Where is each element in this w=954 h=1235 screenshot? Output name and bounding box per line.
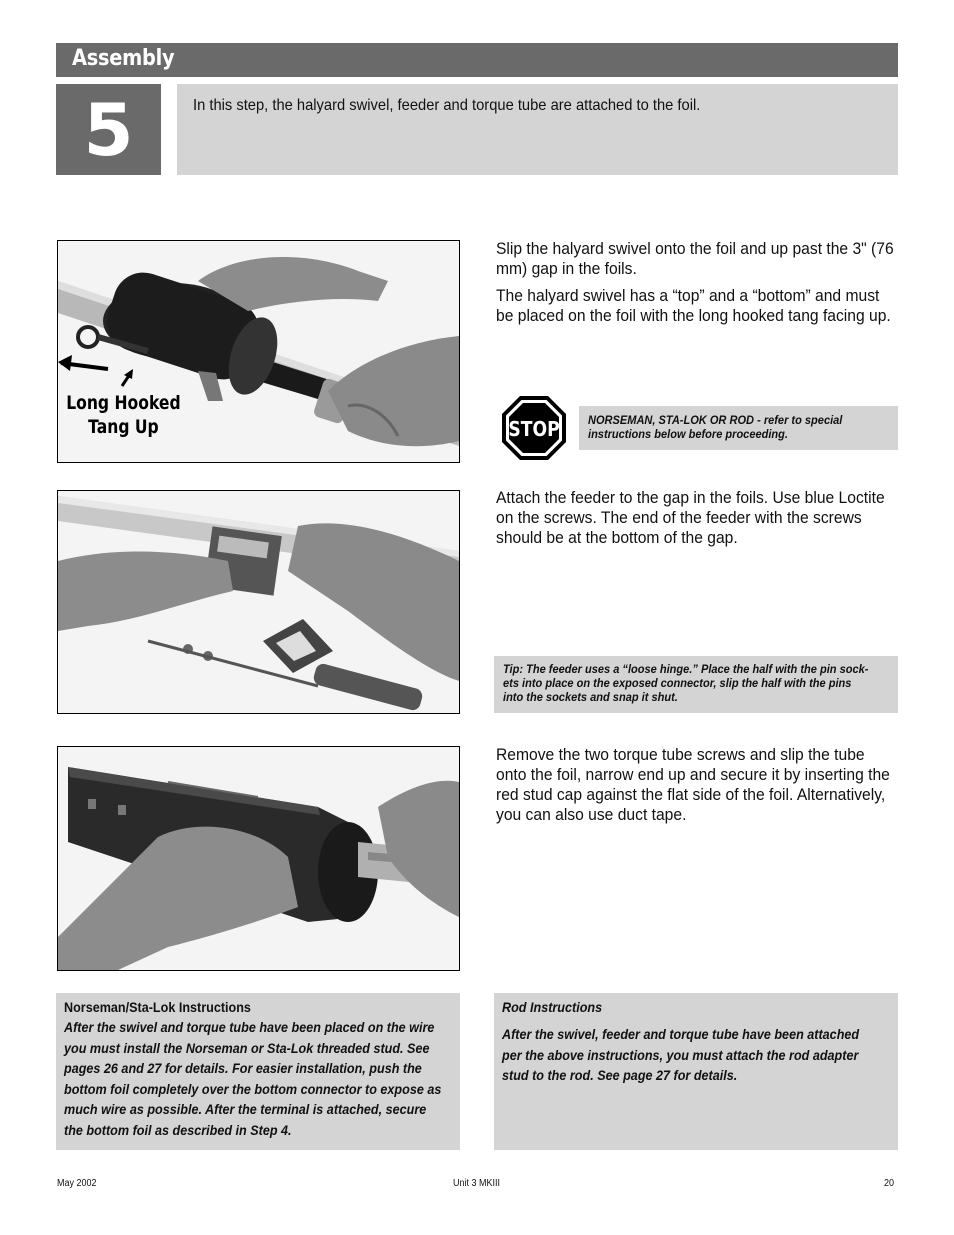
long-hooked-tang-callout [66, 391, 181, 439]
norseman-line-4: bottom foil completely over the bottom connector to expose as [64, 1080, 442, 1097]
step-number: 5 [83, 87, 134, 172]
norseman-instructions-box [56, 993, 460, 1150]
stop-note-line-1: NORSEMAN, STA-LOK OR ROD - refer to special [588, 413, 843, 427]
stop-note-line-2: instructions below before proceeding. [588, 427, 788, 441]
feeder-para: Attach the feeder to the gap in the foils. Use blue Loctite on the screws. The end of the feeder with the screws should be at the bottom of the gap. [496, 488, 885, 547]
tip-text [503, 662, 899, 704]
torque-tube-photo [57, 746, 460, 971]
norseman-heading: Norseman/Sta-Lok Instructions [64, 999, 251, 1015]
rod-body [502, 1024, 889, 1086]
rod-heading: Rod Instructions [502, 999, 603, 1015]
feeder-instructions [496, 488, 896, 555]
section-title: Assembly [72, 46, 175, 71]
torque-tube-instructions [496, 745, 896, 832]
rod-line-1: After the swivel, feeder and torque tube have been attached [502, 1026, 860, 1042]
stop-sign-icon [501, 395, 567, 461]
step-intro-box [177, 84, 898, 175]
tip-line-1: Tip: The feeder uses a “loose hinge.” Place the half with the pin sock- [503, 662, 869, 676]
callout-line-1: Long Hooked [66, 392, 181, 414]
step-number-box [56, 84, 161, 175]
feeder-illustration [58, 491, 459, 713]
stop-note-box [579, 406, 898, 450]
norseman-line-5: much wire as possible. After the terminal is attached, secure [64, 1101, 427, 1117]
swivel-instructions [496, 239, 896, 333]
norseman-body [64, 1017, 451, 1140]
tip-box [494, 656, 898, 713]
stop-note-text [588, 413, 901, 441]
rod-line-3: stud to the rod. See page 27 for details. [502, 1067, 738, 1083]
torque-tube-illustration [58, 747, 459, 970]
footer-page-number: 20 [884, 1178, 895, 1189]
halyard-swivel-photo [57, 240, 460, 463]
tip-line-3: into the sockets and snap it shut. [503, 690, 678, 704]
norseman-line-6: the bottom foil as described in Step 4. [64, 1121, 292, 1138]
norseman-line-1: After the swivel and torque tube have been placed on the wire [64, 1019, 435, 1035]
torque-tube-para: Remove the two torque tube screws and slip the tube onto the foil, narrow end up and secure it by inserting the red stud cap against the flat side of the foil. Alternatively, you can also use duct tape. [496, 745, 890, 824]
footer-unit: Unit 3 MKIII [453, 1178, 501, 1189]
norseman-line-3: pages 26 and 27 for details. For easier installation, push the [64, 1060, 422, 1076]
rod-line-2: per the above instructions, you must attach the rod adapter [502, 1046, 859, 1063]
swivel-para-1: Slip the halyard swivel onto the foil and up past the 3" (76 mm) gap in the foils. [496, 239, 894, 278]
callout-line-2: Tang Up [88, 416, 159, 438]
swivel-para-2: The halyard swivel has a “top” and a “bottom” and must be placed on the foil with the long hooked tang facing up. [496, 286, 891, 325]
tip-line-2: ets into place on the exposed connector, slip the half with the pins [503, 676, 852, 690]
feeder-photo [57, 490, 460, 714]
rod-instructions-box [494, 993, 898, 1150]
step-intro-text: In this step, the halyard swivel, feeder and torque tube are attached to the foil. [193, 97, 701, 114]
section-header-bar [56, 43, 898, 77]
stop-sign-text: STOP [508, 418, 560, 442]
footer-date: May 2002 [57, 1178, 97, 1189]
stop-sign [501, 395, 567, 461]
norseman-line-2: you must install the Norseman or Sta-Lok threaded stud. See [64, 1039, 430, 1056]
